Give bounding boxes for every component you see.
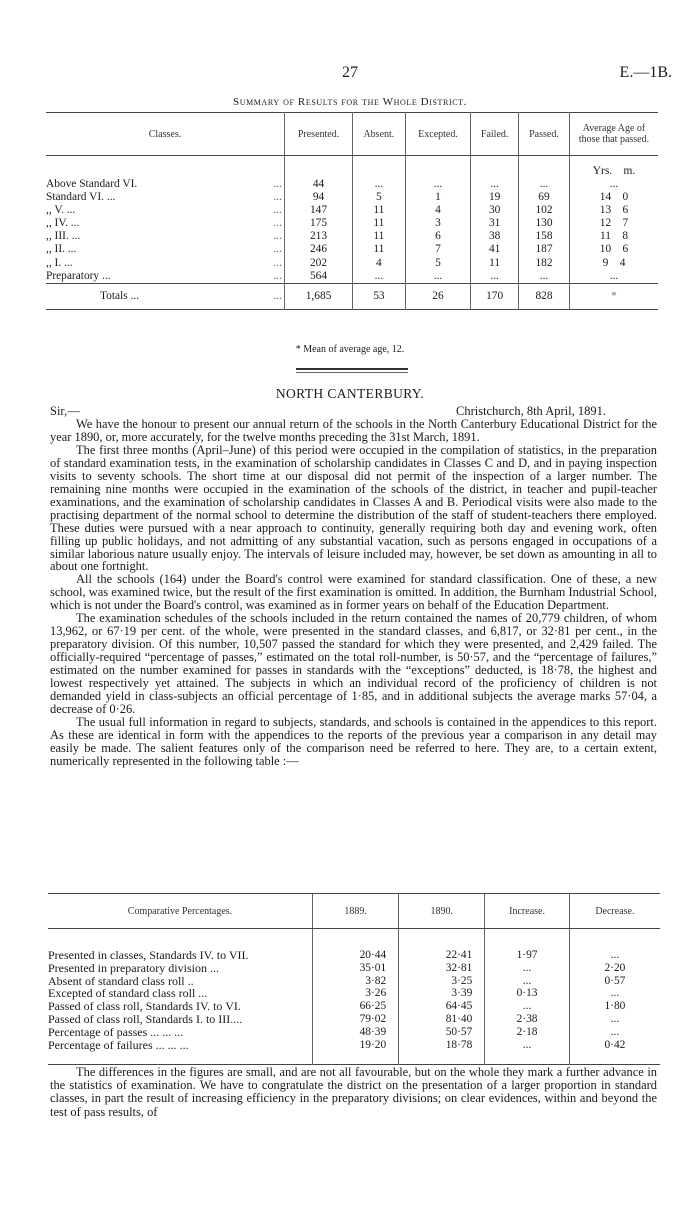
passed-total: 828	[518, 283, 569, 309]
failed-value: 38	[471, 230, 519, 243]
decrease-value: 2·20	[569, 962, 660, 975]
failed-value: ...	[471, 270, 519, 284]
decrease-value: ...	[569, 949, 660, 962]
table-row	[46, 270, 658, 284]
failed-value: 19	[471, 191, 519, 204]
leader-dots: ...	[273, 191, 282, 204]
failed-value: 11	[471, 257, 519, 270]
totals-label: Totals ...	[100, 289, 140, 302]
presented-value: 147	[285, 204, 353, 217]
value-1889: 3·82	[313, 975, 399, 988]
value-1889: 19·20	[313, 1039, 399, 1052]
age-value: 13 6	[570, 204, 659, 217]
row-label: Percentage of passes ... ... ...	[48, 1024, 184, 1039]
absent-value: 11	[353, 217, 406, 230]
column-header-label: Comparative Percentages.	[48, 894, 313, 929]
column-header-decrease: Decrease.	[569, 894, 660, 929]
age-value: ...	[570, 178, 659, 191]
presented-value: 175	[285, 217, 353, 230]
age-footnote-mark: *	[570, 283, 659, 309]
document-reference: E.—1B.	[619, 64, 672, 81]
passed-value: 130	[518, 217, 569, 230]
table-row	[46, 257, 658, 270]
excepted-value: 1	[405, 191, 471, 204]
presented-value: 213	[285, 230, 353, 243]
column-header-absent: Absent.	[353, 113, 406, 156]
leader-dots: ...	[273, 217, 282, 230]
table-row	[46, 204, 658, 217]
value-1889: 79·02	[313, 1013, 399, 1026]
row-label: Percentage of failures ... ... ...	[48, 1037, 189, 1052]
failed-value: 30	[471, 204, 519, 217]
increase-value: 2·18	[485, 1026, 570, 1039]
increase-value: ...	[485, 975, 570, 988]
letter-body	[50, 418, 657, 768]
age-value: ...	[570, 270, 659, 284]
failed-total: 170	[471, 283, 519, 309]
class-name: Preparatory ...	[46, 269, 111, 282]
row-label: Excepted of standard class roll ...	[48, 986, 208, 1001]
value-1890: 32·81	[399, 962, 485, 975]
failed-value: 41	[471, 243, 519, 256]
value-1890: 3·39	[399, 987, 485, 1000]
table-row	[48, 949, 660, 962]
excepted-value: 4	[405, 204, 471, 217]
paragraph: The usual full information in regard to subjects, standards, and schools is contained in the appendices to this report. As these are identical in form with the appendices to the reports of the previous year a comparison in any detail may easily be made. The salient features only of the comparison need be referred to here. They are, to a certain extent, numerically represented in the following table :—	[50, 714, 657, 768]
closing-paragraph-container	[50, 1066, 657, 1119]
presented-value: 94	[285, 191, 353, 204]
absent-value: 11	[353, 204, 406, 217]
passed-value: ...	[518, 270, 569, 284]
value-1890: 50·57	[399, 1026, 485, 1039]
decrease-value: ...	[569, 1026, 660, 1039]
passed-value: ...	[518, 178, 569, 191]
table-row	[48, 1039, 660, 1052]
absent-value: ...	[353, 270, 406, 284]
leader-dots: ...	[273, 289, 282, 302]
column-header-failed: Failed.	[471, 113, 519, 156]
age-value: 9 4	[570, 257, 659, 270]
presented-value: 246	[285, 243, 353, 256]
increase-value: 2·38	[485, 1013, 570, 1026]
leader-dots: ...	[273, 204, 282, 217]
decrease-value: ...	[569, 1013, 660, 1026]
page-number: 27	[342, 64, 358, 81]
value-1890: 22·41	[399, 949, 485, 962]
presented-value: 564	[285, 270, 353, 284]
row-label: Passed of class roll, Standards IV. to VI.	[48, 999, 241, 1014]
increase-value: ...	[485, 1000, 570, 1013]
leader-dots: ...	[273, 269, 282, 282]
leader-dots: ...	[273, 243, 282, 256]
increase-value: 1·97	[485, 949, 570, 962]
age-value: 11 8	[570, 230, 659, 243]
totals-row	[46, 283, 658, 309]
salutation: Sir,—	[50, 404, 80, 418]
class-name: ,, II. ...	[46, 243, 77, 256]
excepted-value: 6	[405, 230, 471, 243]
decrease-value: 1·80	[569, 1000, 660, 1013]
column-header-average-age: Average Age of those that passed.	[570, 113, 659, 156]
leader-dots: ...	[273, 230, 282, 243]
table-row	[46, 243, 658, 256]
value-1890: 18·78	[399, 1039, 485, 1052]
decrease-value: 0·57	[569, 975, 660, 988]
excepted-value: ...	[405, 178, 471, 191]
table-row	[46, 217, 658, 230]
section-divider	[296, 368, 408, 370]
class-name: ,, IV. ...	[46, 217, 80, 230]
column-header-excepted: Excepted.	[405, 113, 471, 156]
row-label: Passed of class roll, Standards I. to III....	[48, 1011, 243, 1026]
table-row	[48, 962, 660, 975]
excepted-value: 7	[405, 243, 471, 256]
column-header-1889: 1889.	[313, 894, 399, 929]
value-1890: 3·25	[399, 975, 485, 988]
column-header-classes: Classes.	[46, 113, 285, 156]
class-name: ,, III. ...	[46, 230, 81, 243]
passed-value: 158	[518, 230, 569, 243]
table-row	[48, 1026, 660, 1039]
failed-value: ...	[471, 178, 519, 191]
increase-value: ...	[485, 962, 570, 975]
age-value: 12 7	[570, 217, 659, 230]
table-row	[46, 178, 658, 191]
value-1889: 3·26	[313, 987, 399, 1000]
paragraph: All the schools (164) under the Board's control were examined for standard classification. One of these, a new school, was examined twice, but the result of the first examination is omitted. In addition, the Burnham Industrial School, which is not under the Board's control, was examined as in former years on behalf of the Education Department.	[50, 572, 657, 613]
table-row	[48, 1013, 660, 1026]
class-name: ,, V. ...	[46, 204, 76, 217]
absent-total: 53	[353, 283, 406, 309]
absent-value: 4	[353, 257, 406, 270]
absent-value: 11	[353, 230, 406, 243]
passed-value: 182	[518, 257, 569, 270]
row-label: Absent of standard class roll ..	[48, 973, 194, 988]
paragraph: The first three months (April–June) of this period were occupied in the compilation of statistics, in the preparation of standard examination tests, in the examination of scholarship candidates in Classes C and D, and in paying inspection visits to seventy schools. The short time at our disposal did not permit of the inspection of a larger number. The remaining nine months were occupied in the examination of the schools of the district, in teacher and pupil-teacher examinations, and the examination of scholarship candidates in Classes A and B. Periodical visits were also made to the practising department of the normal school to determine the distribution of the staff of student-teachers there employed. These duties were pursued with a near approach to continuity, generally requiring both day and evening work, often filling up public holidays, and not admitting of any substantial vacation, such as persons engaged in occupations of a similar laborious nature usually enjoy. The intervals of leisure included may, however, be set down as amounting in all to about one fortnight.	[50, 442, 657, 574]
absent-value: 5	[353, 191, 406, 204]
column-header-passed: Passed.	[518, 113, 569, 156]
class-name: Standard VI. ...	[46, 191, 116, 204]
leader-dots: ...	[273, 256, 282, 269]
paragraph: The differences in the figures are small, and are not all favourable, but on the whole they mark a further advance in the statistics of examination. We have to congratulate the district on the presentation of a larger proportion in standard classes, in part the result of increasing efficiency in the preparatory divisions; on clear evidences, within and beyond the test of pass results, of	[50, 1065, 657, 1119]
age-value: 14 0	[570, 191, 659, 204]
column-header-increase: Increase.	[485, 894, 570, 929]
row-label: Presented in classes, Standards IV. to VII.	[48, 948, 249, 962]
comparative-percentages-table	[48, 893, 660, 1065]
class-name: Above Standard VI.	[46, 178, 138, 190]
section-heading: NORTH CANTERBURY.	[275, 386, 425, 401]
class-name: ,, I. ...	[46, 256, 73, 269]
decrease-value: ...	[569, 987, 660, 1000]
increase-value: ...	[485, 1039, 570, 1052]
row-label: Presented in preparatory division ...	[48, 960, 219, 975]
passed-value: 69	[518, 191, 569, 204]
section-divider	[296, 372, 408, 373]
decrease-value: 0·42	[569, 1039, 660, 1052]
absent-value: ...	[353, 178, 406, 191]
excepted-value: 5	[405, 257, 471, 270]
passed-value: 187	[518, 243, 569, 256]
presented-value: 202	[285, 257, 353, 270]
excepted-value: ...	[405, 270, 471, 284]
passed-value: 102	[518, 204, 569, 217]
value-1889: 48·39	[313, 1026, 399, 1039]
value-1889: 35·01	[313, 962, 399, 975]
presented-value: 44	[285, 178, 353, 191]
value-1889: 20·44	[313, 949, 399, 962]
value-1890: 81·40	[399, 1013, 485, 1026]
absent-value: 11	[353, 243, 406, 256]
table-footnote: * Mean of average age, 12.	[295, 344, 405, 355]
column-header-presented: Presented.	[285, 113, 353, 156]
summary-table-caption: Summary of Results for the Whole District.	[233, 96, 467, 108]
age-value: 10 6	[570, 243, 659, 256]
excepted-value: 3	[405, 217, 471, 230]
paragraph: The examination schedules of the schools included in the return contained the names of 20,779 children, of whom 13,962, or 67·19 per cent. of the whole, were presented in the standard classes, and 6,817, or 32·81 per cent., in the preparatory division. Of this number, 10,507 passed the standard for which they were presented, and 2,429 failed. The officially-required “percentage of passes,” estimated on the total roll-number, is 50·57, and the “percentage of failures,” estimated on the number examined for passes in standards with the “exceptions” deducted, is 18·78, the highest and lowest respectively yet attained. The subjects in which an individual record of the proficiency of children is not demanded yield in class-subjects an official percentage of 1·85, and in additional subjects the average marks 57·04, a decrease of 0·26.	[50, 611, 657, 716]
leader-dots: ...	[273, 178, 282, 190]
summary-results-table	[46, 112, 658, 310]
excepted-total: 26	[405, 283, 471, 309]
increase-value: 0·13	[485, 987, 570, 1000]
failed-value: 31	[471, 217, 519, 230]
presented-total: 1,685	[285, 283, 353, 309]
age-units: Yrs. m.	[570, 156, 659, 179]
value-1889: 66·25	[313, 1000, 399, 1013]
column-header-1890: 1890.	[399, 894, 485, 929]
value-1890: 64·45	[399, 1000, 485, 1013]
table-row	[46, 230, 658, 243]
paragraph: We have the honour to present our annual return of the schools in the North Canterbury Educational District for the year 1890, or, more accurately, for the twelve months preceding the 31st March, 1891.	[50, 417, 657, 444]
dateline: Christchurch, 8th April, 1891.	[456, 404, 606, 418]
table-row	[46, 191, 658, 204]
